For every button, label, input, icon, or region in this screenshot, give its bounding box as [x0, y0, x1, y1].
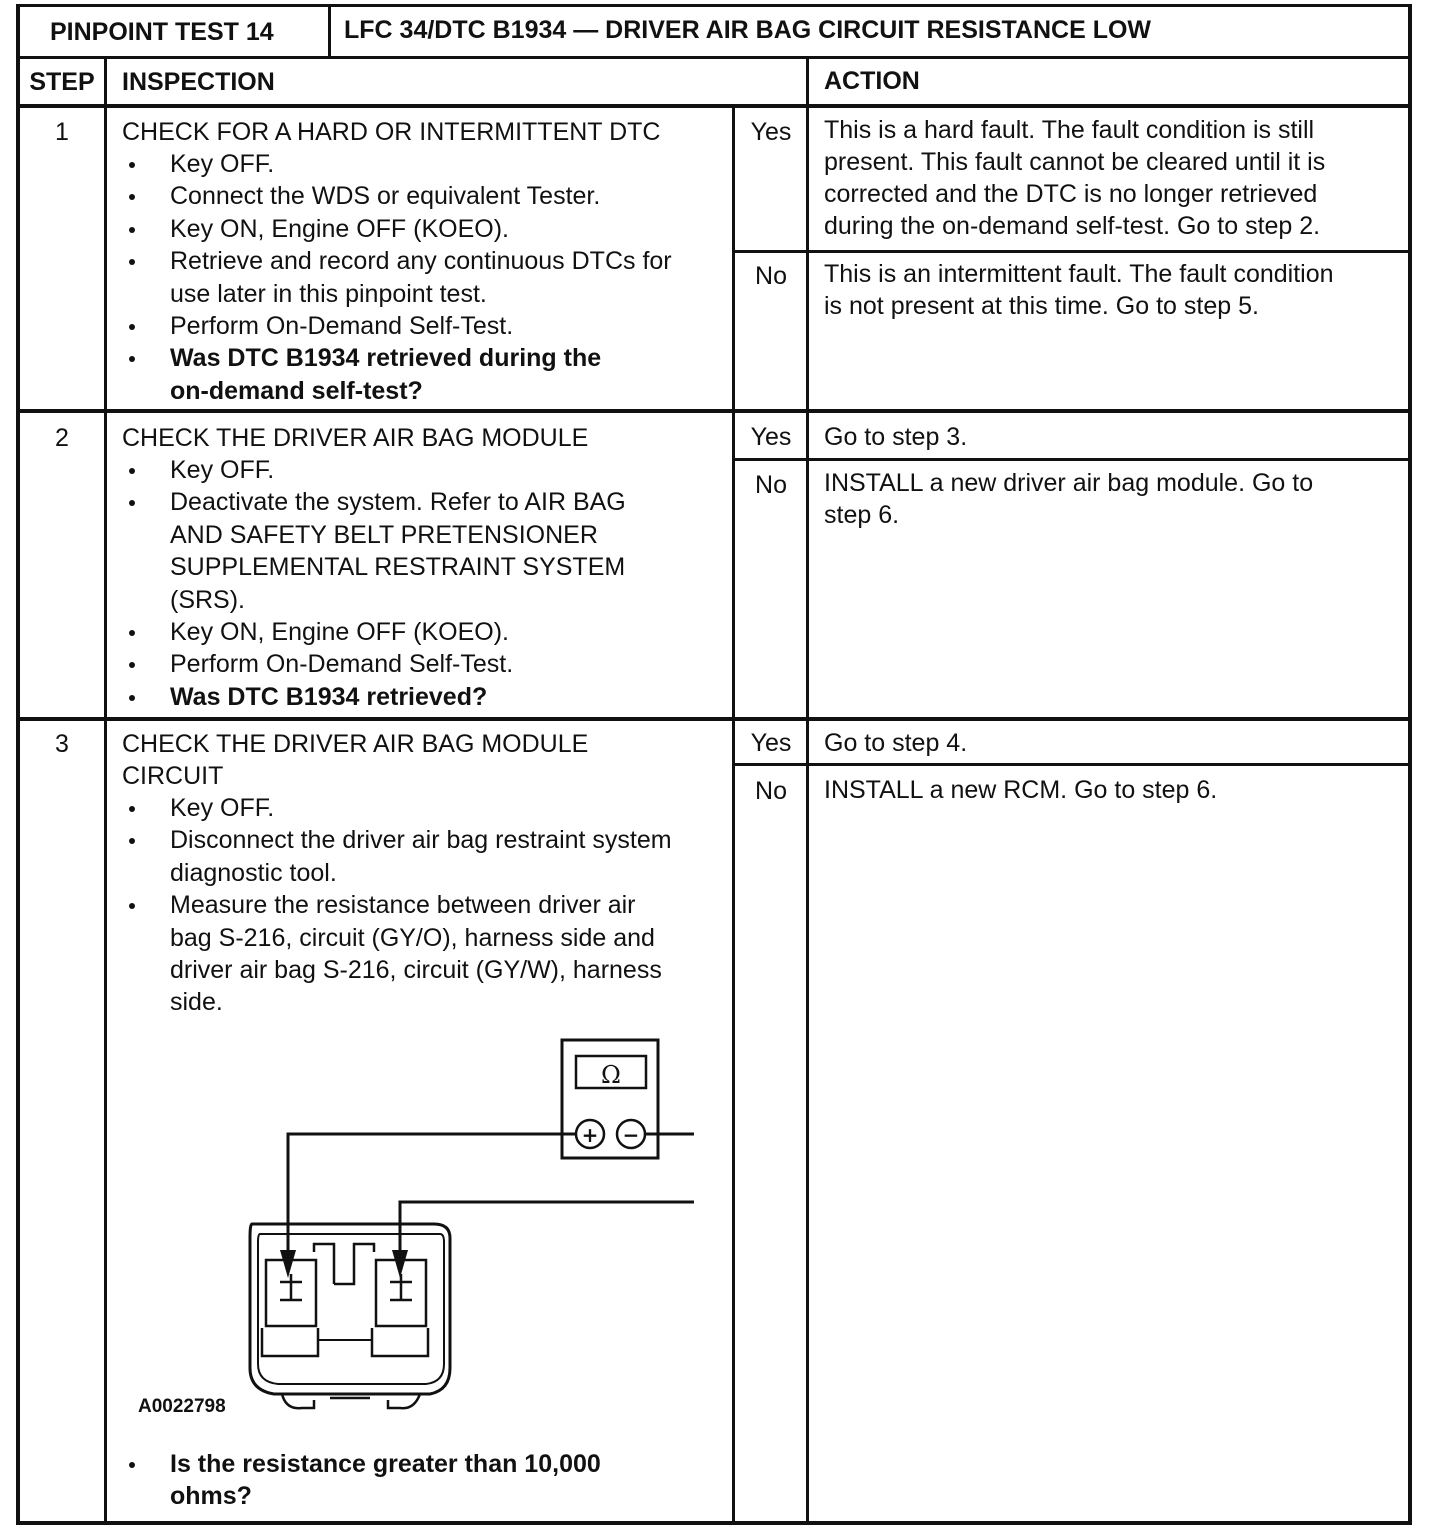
yes-action: This is a hard fault. The fault condition is still present. This fault cannot be cleared until it is corrected and the DTC is no longer retrieved during the on-demand self-test. Go to step 2.	[824, 116, 1326, 240]
step-number: 1	[55, 118, 69, 146]
pinpoint-test-table	[16, 4, 1412, 1526]
no-label: No	[755, 777, 787, 805]
inspection-question: Is the resistance greater than 10,000 ohms?	[122, 1448, 601, 1513]
divider-title	[16, 56, 1412, 59]
no-action: INSTALL a new driver air bag module. Go to step 6.	[824, 469, 1314, 529]
no-action: This is an intermittent fault. The fault condition is not present at this time. Go to step 5.	[824, 260, 1334, 320]
step-title: CHECK THE DRIVER AIR BAG MODULE CIRCUIT	[122, 730, 589, 790]
table-border-left	[16, 4, 20, 1525]
divider-header-vertical	[328, 4, 331, 58]
step-title: CHECK THE DRIVER AIR BAG MODULE	[122, 424, 589, 452]
inspection-bullet: Key OFF.	[122, 792, 672, 824]
divider-columns	[16, 104, 1412, 108]
probe-tips	[280, 1250, 408, 1278]
inspection-question-list	[122, 1448, 601, 1513]
column-header-inspection: INSPECTION	[122, 68, 275, 96]
inspection-bullet: Retrieve and record any continuous DTCs for use later in this pinpoint test.	[122, 245, 672, 310]
positive-terminal: +	[581, 1123, 599, 1147]
inspection-bullet: Perform On-Demand Self-Test.	[122, 648, 626, 680]
resistance-measurement-figure	[134, 1038, 694, 1438]
inspection-question: Was DTC B1934 retrieved during the on-demand self-test?	[122, 342, 672, 407]
inspection-list	[122, 148, 672, 407]
divider-yesno-column	[732, 106, 735, 1525]
yes-action: Go to step 4.	[824, 729, 968, 757]
test-title: LFC 34/DTC B1934 — DRIVER AIR BAG CIRCUIT RESISTANCE LOW	[344, 16, 1152, 44]
yes-label: Yes	[750, 423, 792, 451]
yes-action: Go to step 3.	[824, 423, 968, 451]
inspection-question: Was DTC B1934 retrieved?	[122, 681, 626, 713]
test-id: PINPOINT TEST 14	[50, 18, 274, 46]
divider-step-column	[104, 56, 107, 1525]
divider-step3-yes-no	[732, 763, 1412, 766]
yes-label: Yes	[750, 118, 792, 146]
step-number: 3	[55, 730, 69, 758]
divider-step1-yes-no	[732, 250, 1412, 253]
table-border-bottom	[16, 1521, 1412, 1525]
inspection-bullet: Key OFF.	[122, 454, 626, 486]
inspection-bullet: Key OFF.	[122, 148, 672, 180]
connector-icon	[250, 1224, 450, 1408]
no-action: INSTALL a new RCM. Go to step 6.	[824, 776, 1218, 804]
step-title: CHECK FOR A HARD OR INTERMITTENT DTC	[122, 118, 661, 146]
inspection-bullet: Key ON, Engine OFF (KOEO).	[122, 213, 672, 245]
inspection-bullet: Connect the WDS or equivalent Tester.	[122, 180, 672, 212]
inspection-bullet: Perform On-Demand Self-Test.	[122, 310, 672, 342]
inspection-list	[122, 792, 672, 1019]
inspection-bullet: Measure the resistance between driver air bag S-216, circuit (GY/O), harness side and driver air bag S-216, circuit (GY/W), harness side.	[122, 889, 672, 1019]
table-border-top	[16, 4, 1412, 7]
yes-label: Yes	[750, 729, 792, 757]
inspection-bullet: Deactivate the system. Refer to AIR BAG AND SAFETY BELT PRETENSIONER SUPPLEMENTAL RESTRAINT SYSTEM (SRS).	[122, 486, 626, 616]
divider-step1	[16, 409, 1412, 413]
divider-step2-yes-no	[732, 458, 1412, 461]
no-label: No	[755, 262, 787, 290]
inspection-bullet: Key ON, Engine OFF (KOEO).	[122, 616, 626, 648]
ohmmeter-icon	[562, 1040, 658, 1158]
step-number: 2	[55, 424, 69, 452]
figure-caption: A0022798	[138, 1396, 226, 1417]
test-leads	[288, 1134, 694, 1270]
column-header-action: ACTION	[824, 67, 920, 95]
ohm-symbol: Ω	[601, 1061, 621, 1089]
inspection-list	[122, 454, 626, 713]
negative-terminal: −	[622, 1123, 640, 1147]
divider-step2	[16, 717, 1412, 721]
no-label: No	[755, 471, 787, 499]
inspection-bullet: Disconnect the driver air bag restraint system diagnostic tool.	[122, 824, 672, 889]
column-header-step: STEP	[29, 68, 95, 96]
